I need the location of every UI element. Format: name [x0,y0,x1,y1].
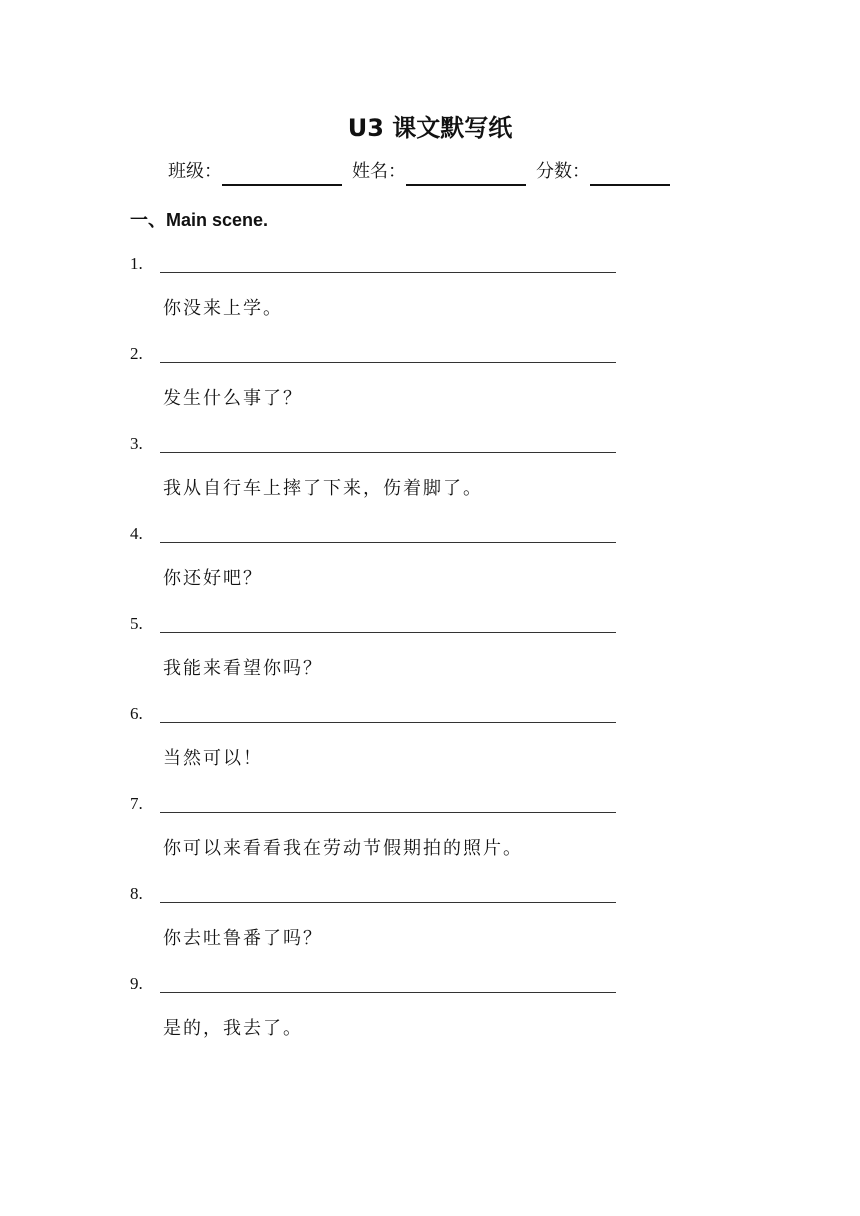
worksheet-title: U3 课文默写纸 [347,114,513,142]
dictation-item [130,342,650,432]
chinese-prompt: 发生什么事了？ [163,388,303,409]
dictation-item [130,612,650,702]
chinese-prompt: 是的，我去了。 [163,1018,303,1039]
dictation-list [130,252,650,1062]
chinese-prompt: 你去吐鲁番了吗？ [163,928,323,949]
dictation-item [130,432,650,522]
item-number: 8. [130,884,143,903]
answer-line[interactable] [160,542,616,543]
dictation-item [130,252,650,342]
class-blank[interactable] [222,162,342,186]
dictation-item [130,792,650,882]
answer-line[interactable] [160,992,616,993]
score-blank[interactable] [590,162,670,186]
item-number: 3. [130,434,143,453]
item-number: 9. [130,974,143,993]
dictation-item [130,702,650,792]
score-label: 分数： [536,161,590,182]
dictation-item [130,882,650,972]
chinese-prompt: 你没来上学。 [163,298,283,319]
answer-line[interactable] [160,272,616,273]
name-blank[interactable] [406,162,526,186]
answer-line[interactable] [160,902,616,903]
chinese-prompt: 你可以来看看我在劳动节假期拍的照片。 [163,838,523,859]
answer-line[interactable] [160,722,616,723]
name-label: 姓名： [352,161,406,182]
chinese-prompt: 我能来看望你吗？ [163,658,323,679]
answer-line[interactable] [160,812,616,813]
chinese-prompt: 当然可以！ [163,748,263,769]
item-number: 5. [130,614,143,633]
dictation-item [130,522,650,612]
answer-line[interactable] [160,632,616,633]
answer-line[interactable] [160,452,616,453]
item-number: 2. [130,344,143,363]
answer-line[interactable] [160,362,616,363]
chinese-prompt: 我从自行车上摔了下来，伤着脚了。 [163,478,483,499]
item-number: 6. [130,704,143,723]
dictation-item [130,972,650,1062]
section-heading: 一、Main scene. [130,210,269,230]
chinese-prompt: 你还好吧？ [163,568,263,589]
class-label: 班级： [168,161,222,182]
student-info-row [168,158,680,186]
item-number: 4. [130,524,143,543]
item-number: 7. [130,794,143,813]
item-number: 1. [130,254,143,273]
